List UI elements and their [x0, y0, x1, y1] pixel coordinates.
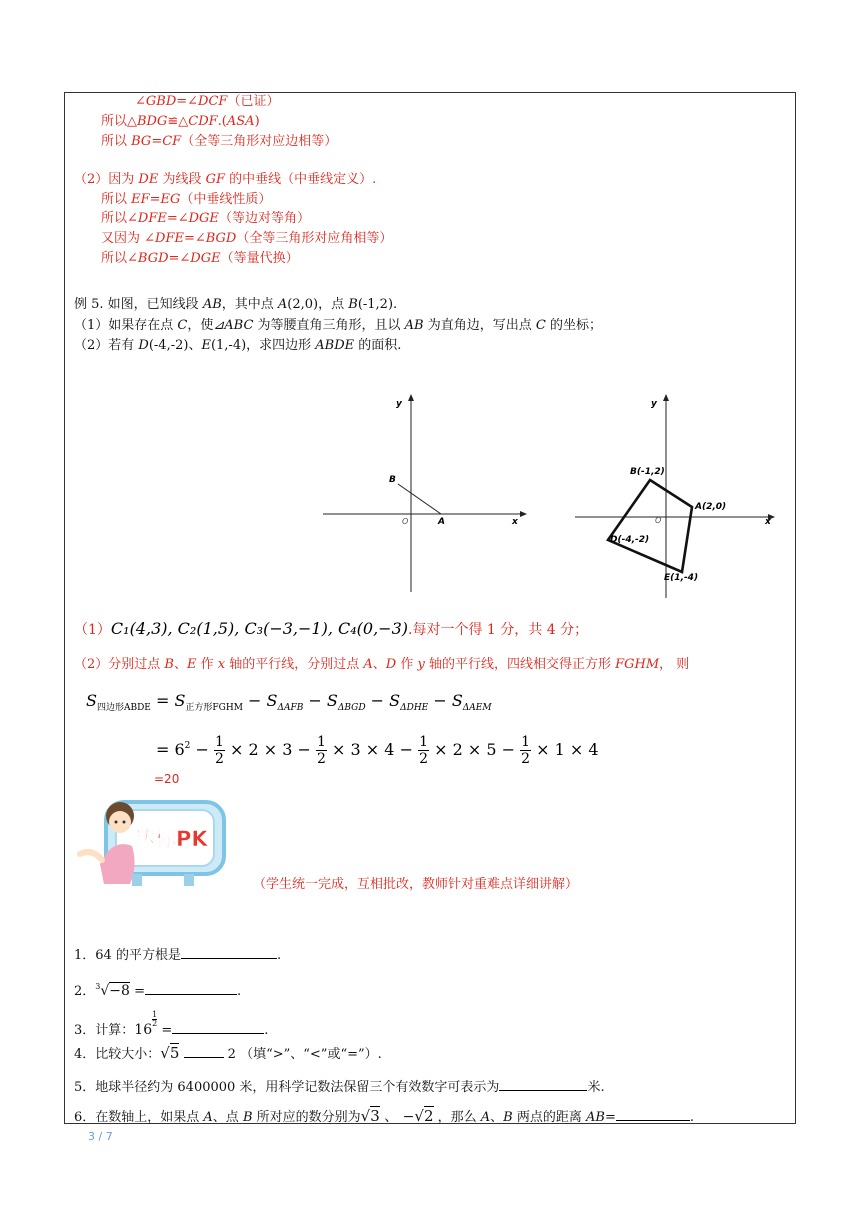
figure-quadrilateral-abde — [570, 392, 780, 602]
exercise-1: 1．64 的平方根是 . — [74, 944, 281, 965]
proof-part2-line-5: 所以∠BGD=∠DGE（等量代换） — [101, 251, 299, 266]
example5-question-2: （2）若有 D(-4,-2)、E(1,-4)，求四边形 ABDE 的面积. — [74, 338, 402, 353]
eye-icon — [123, 821, 126, 824]
cube-root: $^3$√−8 — [95, 982, 130, 999]
example5-heading: 例 5. 如图，已知线段 AB，其中点 A(2,0)，点 B(-1,2). — [74, 297, 398, 312]
exercise-6: 6．在数轴上，如果点 A、点 B 所对应的数分别为√3 、 −√2 ，那么 A、B 两点的距离 AB= . — [74, 1107, 694, 1125]
x-axis-arrow — [520, 511, 527, 517]
proof-part2-line-2: 所以 EF=EG（中垂线性质） — [101, 192, 272, 207]
sqrt-5: √5 — [160, 1044, 180, 1062]
figure-segment-ab — [318, 392, 528, 597]
point-b-label: B(-1,2) — [630, 467, 665, 477]
answer-blank-5[interactable] — [499, 1076, 587, 1091]
y-label: y — [651, 399, 657, 409]
proof-part2-line-3: 所以∠DFE=∠DGE（等边对等角） — [101, 211, 310, 226]
area-result: =20 — [154, 772, 180, 786]
fraction-half: $\frac{1}{2}$ — [317, 734, 326, 767]
proof-part2-line-4: 又因为 ∠DFE=∠BGD（全等三角形对应角相等） — [101, 231, 393, 246]
badge-leg — [184, 874, 194, 886]
fraction-half: $\frac{1}{2}$ — [215, 734, 224, 767]
answer-part-2: （2）分别过点 B、E 作 x 轴的平行线，分别过点 A、D 作 y 轴的平行线，四线相交得正方形 FGHM， 则 — [74, 657, 690, 672]
fraction-half: $\frac{1}{2}$ — [521, 734, 531, 767]
y-axis-arrow — [663, 394, 669, 401]
x-label: x — [512, 517, 518, 527]
origin-label: O — [402, 517, 409, 526]
proof-line-1: ∠GBD=∠DCF（已证） — [135, 94, 280, 109]
answer-blank-4[interactable] — [184, 1043, 224, 1058]
pk-instruction: （学生统一完成，互相批改，教师针对重难点详细讲解） — [253, 877, 579, 892]
exercise-5: 5．地球半径约为 6400000 米，用科学记数法保留三个有效数字可表示为 米. — [74, 1076, 605, 1097]
origin-label: O — [655, 516, 662, 525]
exercise-2: 2．$^3$√−8 = . — [74, 982, 242, 999]
answer-blank-3[interactable] — [172, 1019, 264, 1034]
answer-blank-6[interactable] — [616, 1106, 690, 1121]
proof-part2-line-1: （2）因为 DE 为线段 GF 的中垂线（中垂线定义）. — [74, 172, 377, 187]
x-label: x — [765, 517, 771, 527]
point-a-label: A(2,0) — [695, 502, 727, 512]
page-number: 3 / 7 — [88, 1130, 113, 1143]
point-a-label: A — [438, 517, 445, 527]
pk-badge-illustration — [72, 794, 242, 894]
fraction-half: $\frac{1}{2}$ — [419, 734, 428, 767]
area-formula: $S_{四边形ABDE} = S_{正方形FGHM} - S_{\Delta AFB} - S_{\Delta BGD} - S_{\Delta DHE} - S_{\Delta AEM}$ — [86, 691, 492, 713]
point-d-label: D(-4,-2) — [610, 535, 650, 545]
point-b-label: B — [389, 475, 396, 485]
proof-line-2: 所以△BDG≌△CDF.(ASA) — [101, 114, 260, 129]
exponent-fraction: $\frac{1}{2}$ — [152, 1010, 158, 1028]
girl-face-icon — [109, 811, 131, 833]
y-axis-arrow — [408, 394, 414, 401]
proof-line-3: 所以 BG=CF（全等三角形对应边相等） — [101, 134, 338, 149]
quadrilateral-abde — [608, 480, 692, 572]
segment-ab — [398, 484, 441, 514]
answer-blank-1[interactable] — [181, 944, 277, 959]
sqrt-2: √2 — [414, 1107, 434, 1125]
exercise-3: 3．计算：16 $\frac{1}{2}$ = . — [74, 1010, 269, 1038]
point-e-label: E(1,-4) — [664, 573, 699, 583]
exercise-4: 4．比较大小：√5 2 （填“>”、“<”或“=”）. — [74, 1044, 382, 1062]
area-expansion: = $6^2$ − $\frac{1}{2}$ × 2 × 3 − $\frac{1}{2}$ × 3 × 4 − $\frac{1}{2}$ × 2 × 5 − $\frac{1}{2}$ × 1 × 4 — [156, 734, 599, 767]
answer-blank-2[interactable] — [145, 980, 237, 995]
sqrt-3: √3 — [360, 1107, 380, 1125]
example5-question-1: （1）如果存在点 C，使⊿ABC 为等腰直角三角形，且以 AB 为直角边，写出点 C 的坐标； — [74, 318, 602, 333]
girl-arm-icon — [80, 852, 102, 860]
badge-title: 达标PK — [134, 827, 208, 851]
answer-part-1: （1）C₁(4,3), C₂(1,5), C₃(−3,−1), C₄(0,−3).每对一个得 1 分，共 4 分； — [74, 619, 589, 638]
badge-leg — [132, 874, 142, 886]
eye-icon — [115, 821, 118, 824]
y-label: y — [396, 399, 402, 409]
